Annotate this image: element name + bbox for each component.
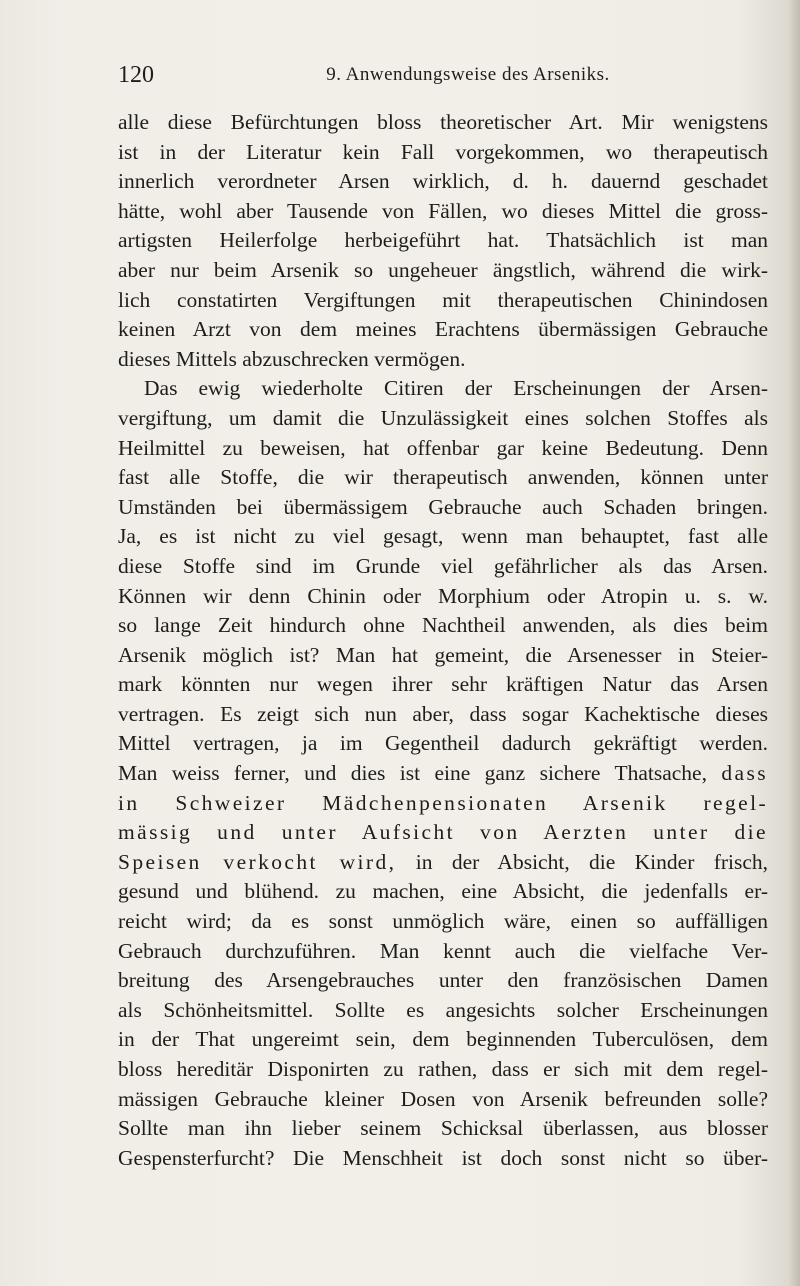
text-line: Das ewig wiederholte Citiren der Erscheinungen der Arsen- xyxy=(144,376,768,401)
text-line: Gespensterfurcht? Die Menschheit ist doch sonst nicht so über- xyxy=(118,1145,768,1170)
text-line: Arsenik möglich ist? Man hat gemeint, die Arsenesser in Steier- xyxy=(118,642,768,667)
text-line: so lange Zeit hindurch ohne Nachtheil anwenden, als dies beim xyxy=(118,613,768,638)
text-line: gesund und blühend. zu machen, eine Absicht, die jedenfalls er- xyxy=(118,879,768,904)
running-title: 9. Anwendungsweise des Arseniks. xyxy=(326,64,610,85)
text-line xyxy=(118,848,768,878)
page-number: 120 xyxy=(118,62,154,88)
text-line: fast alle Stoffe, die wir therapeutisch anwenden, können unter xyxy=(118,465,768,490)
text-line: Gebrauch durchzuführen. Man kennt auch die vielfache Ver- xyxy=(118,938,768,963)
text-line-spaced: in Schweizer Mädchenpensionaten Arsenik regel- xyxy=(118,790,768,815)
page-header xyxy=(118,62,798,96)
text-line: dieses Mittels abzuschrecken vermögen. xyxy=(118,346,466,371)
text-line: vergiftung, um damit die Unzulässigkeit eines solchen Stoffes als xyxy=(118,405,768,430)
text-line: bloss hereditär Disponirten zu rathen, dass er sich mit dem regel- xyxy=(118,1057,768,1081)
text-line: alle diese Befürchtungen bloss theoretischer Art. Mir wenigstens xyxy=(118,110,768,134)
text-line: lich constatirten Vergiftungen mit therapeutischen Chinindosen xyxy=(118,287,768,312)
text-line: breitung des Arsengebrauches unter den französischen Damen xyxy=(118,968,768,993)
text-line-part: in der Absicht, die Kinder frisch, xyxy=(415,849,769,874)
text-line: keinen Arzt von dem meines Erachtens übermässigen Gebrauche xyxy=(118,317,768,342)
text-line: Umständen bei übermässigem Gebrauche auch Schaden bringen. xyxy=(118,494,768,519)
text-line: Ja, es ist nicht zu viel gesagt, wenn man behauptet, fast alle xyxy=(118,524,768,549)
text-line-part: Man weiss ferner, und dies ist eine ganz sichere Thatsache, xyxy=(118,761,707,786)
spaced-text: dass xyxy=(721,761,768,786)
page-edge-shadow xyxy=(788,0,800,1286)
spaced-text: Speisen verkocht wird, xyxy=(118,849,397,874)
text-line: artigsten Heilerfolge herbeigeführt hat. Thatsächlich ist man xyxy=(118,228,768,253)
body-text xyxy=(118,108,768,1173)
text-line: Sollte man ihn lieber seinem Schicksal überlassen, aus blosser xyxy=(118,1116,768,1141)
text-line: Können wir denn Chinin oder Morphium oder Atropin u. s. w. xyxy=(118,583,768,608)
text-line: als Schönheitsmittel. Sollte es angesichts solcher Erscheinungen xyxy=(118,997,768,1022)
text-line: mässigen Gebrauche kleiner Dosen von Arsenik befreunden solle? xyxy=(118,1086,768,1111)
text-line: hätte, wohl aber Tausende von Fällen, wo dieses Mittel die gross- xyxy=(118,198,768,223)
text-line: reicht wird; da es sonst unmöglich wäre, einen so auffälligen xyxy=(118,909,768,934)
text-line: ist in der Literatur kein Fall vorgekommen, wo therapeutisch xyxy=(118,139,768,164)
text-line: Mittel vertragen, ja im Gegentheil dadurch gekräftigt werden. xyxy=(118,731,768,756)
text-line: vertragen. Es zeigt sich nun aber, dass sogar Kachektische dieses xyxy=(118,701,768,726)
text-line: innerlich verordneter Arsen wirklich, d. h. dauernd geschadet xyxy=(118,169,768,194)
text-line: mark könnten nur wegen ihrer sehr kräftigen Natur das Arsen xyxy=(118,672,768,697)
text-line: diese Stoffe sind im Grunde viel gefährlicher als das Arsen. xyxy=(118,553,768,578)
text-line: Heilmittel zu beweisen, hat offenbar gar keine Bedeutung. Denn xyxy=(118,435,768,460)
text-line: in der That ungereimt sein, dem beginnenden Tuberculösen, dem xyxy=(118,1027,768,1052)
text-line xyxy=(118,759,768,789)
text-line: aber nur beim Arsenik so ungeheuer ängstlich, während die wirk- xyxy=(118,257,768,282)
text-line-spaced: mässig und unter Aufsicht von Aerzten unter die xyxy=(118,820,768,845)
